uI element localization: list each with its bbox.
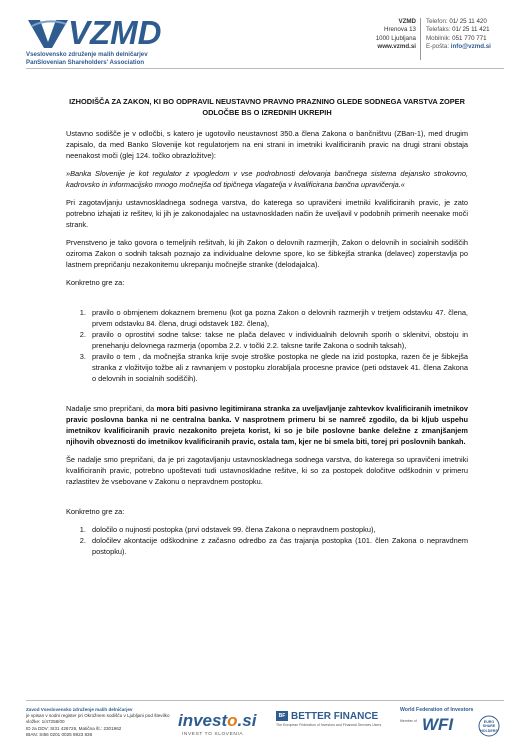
euroshareholders-logo: EURO SHARE HOLDERS bbox=[478, 715, 500, 737]
contact-email: E-pošta: info@vzmd.si bbox=[426, 43, 491, 51]
investo-logo: investo.si INVEST TO SLOVENIA bbox=[178, 711, 257, 737]
address-org: VZMD bbox=[398, 18, 416, 25]
email-link[interactable]: info@vzmd.si bbox=[450, 43, 491, 51]
bf-badge-icon: BF bbox=[276, 711, 288, 721]
website-link[interactable]: www.vzmd.si bbox=[377, 43, 416, 51]
logo-subtitle-en: PanSlovenian Shareholders' Association bbox=[26, 59, 145, 66]
contact-phone: Telefon: 01/ 25 11 420 bbox=[426, 18, 487, 25]
paragraph: Pri zagotavljanju ustavnoskladnega sodnega varstva, do katerega so upravičeni imetniki kvalificiranih pravic, je zato potrebno izhajati iz rešitev, ki jih je zakonodajalec na ustavnoskladen način že uveljavil v podobnih primerih neenake moči strank. bbox=[66, 198, 468, 229]
address-block bbox=[352, 18, 416, 52]
paragraph-emphasis: Nadalje smo prepričani, da mora biti pasivno legitimirana stranka za uveljavljanje zahtevkov kvalificiranih imetnikov pravic poslovna banka ni ne centralna banka. V nasprotnem primeru bi se namreč zgodilo, da bi kljub uspehu imetnikov kvalificiranih pravic nezakonito prejeta korist, ki so je bile poslovne banke deležne z zmanjšanjem njihovih obveznosti do imetnikov kvalificiranih pravic, ostala tam, kjer ne bi smela biti, torej pri poslovnih bankah. bbox=[66, 404, 468, 446]
footer-registration: Zavod Vseslovensko združenje malih delničarjev je vpisan v sodni register pri Okrožnem sodišču v Ljubljani pod številko vložke: 1/47258/00 ID za DDV: SI31 426726, Matična št.: 2301962 IBAN: SI56 0201 0025 8923 836 bbox=[26, 707, 170, 737]
paragraph: Prvenstveno je tako govora o temeljnih rešitvah, ki jih Zakon o delovnih razmerjih, Zakon o delovnih in socialnih sodiščih oziroma Zakon o sodnih taksah poznajo za individualne delovne spore, ko se šibkejša stranka (delavec) zoperstavlja po lastnem prepričanju nezakonitemu ukrepanju močnejše stranke (delodajalca). bbox=[66, 238, 468, 269]
contact-block bbox=[426, 18, 526, 52]
contact-fax: Telefaks: 01/ 25 11 421 bbox=[426, 26, 490, 34]
list-intro: Konkretno gre za: bbox=[66, 507, 125, 516]
document-body bbox=[66, 96, 468, 564]
paragraph: Ustavno sodišče je v odločbi, s katero je ugotovilo neustavnost 350.a člena Zakona o bančništvu (ZBan-1), med drugim zapisalo, da med Banko Slovenije kot regulatorjem na eni strani in imetniki kvalificiranih pravic na drugi strani obstaja neenakost moči (glej 124. točko obrazložitve): bbox=[66, 129, 468, 160]
list-item: 2. določilev akontacije odškodnine z začasno odredbo za čas trajanja postopka (101. člen Zakona o nepravdnem postopku). bbox=[88, 535, 468, 557]
vzmd-logo bbox=[26, 14, 206, 66]
paragraph: Še nadalje smo prepričani, da je pri zagotavljanju ustavnoskladnega sodnega varstva, do katerega so upravičeni imetniki kvalificiranih pravic, potrebno upoštevati tudi ustavnoskladne rešitve, ki so za postopek določitve odškodnin v primeru razlastitev že vsebovane v Zakonu o nepravdnem postopku. bbox=[66, 455, 468, 486]
list-intro: Konkretno gre za: bbox=[66, 278, 125, 287]
wfi-logo: World Federation of Investors Member of WFI EURO SHARE HOLDERS bbox=[400, 707, 504, 743]
logo-subtitle: Vseslovensko združenje malih delničarjev bbox=[26, 51, 148, 58]
contact-mobile: Mobilnik: 051 770 771 bbox=[426, 34, 487, 42]
logo-text: VZMD bbox=[68, 14, 162, 51]
quote-paragraph: »Banka Slovenije je kot regulator z vpogledom v vse podrobnosti delovanja bančnega sistema dejansko strokovno, kadrovsko in informacijsko mnogo močnejša od tipičnega vlagatelja v kvalificirana bančna upravičenja.« bbox=[66, 169, 468, 189]
address-city: 1000 Ljubljana bbox=[375, 34, 416, 42]
footer bbox=[0, 703, 530, 750]
list-item: 3. pravilo o tem , da močnejša stranka krije svoje stroške postopka ne glede na izid postopka, razen če je šibkejša stranka z vložitvijo tožbe ali z ravnanjem v postopku zlorabljala procesne pravice (peti odstavek 41. člena Zakona o delovnih in socialnih sodiščih). bbox=[88, 351, 468, 384]
list-item: 1. pravilo o obrnjenem dokaznem bremenu (kot ga pozna Zakon o delovnih razmerjih v tretjem odstavku 47. člena, prvem odstavku 84. člena, drugi odstavek 182. člena), bbox=[88, 307, 468, 329]
letterhead bbox=[0, 0, 530, 70]
list-procedure-rules bbox=[66, 524, 468, 557]
list-labour-rules bbox=[66, 307, 468, 384]
header-divider bbox=[420, 18, 421, 60]
better-finance-logo: BF BETTER FINANCE The European Federation of Investors and Financial Services Users bbox=[276, 711, 382, 727]
address-street: Hrenova 13 bbox=[384, 26, 416, 34]
footer-rule bbox=[26, 700, 504, 701]
list-item: 2. pravilo o oprostitvi sodne takse: takse ne plača delavec v individualnih delovnih sporih o sklenitvi, obstoju in prenehanju delovnega razmerja (opomba 2.2. v točki 2.2. taksne tarife Zakona o sodnih taksah), bbox=[88, 329, 468, 351]
logo-swoosh-icon bbox=[26, 16, 70, 50]
list-item: 1. določilo o nujnosti postopka (prvi odstavek 99. člena Zakona o nepravdnem postopku), bbox=[88, 524, 468, 535]
document-title: IZHODIŠČA ZA ZAKON, KI BO ODPRAVIL NEUSTAVNO PRAVNO PRAZNINO GLEDE SODNEGA VARSTVA ZOPER ODLOČBE BS O IZREDNIH UKREPIH bbox=[69, 97, 465, 117]
header-rule bbox=[26, 68, 504, 69]
